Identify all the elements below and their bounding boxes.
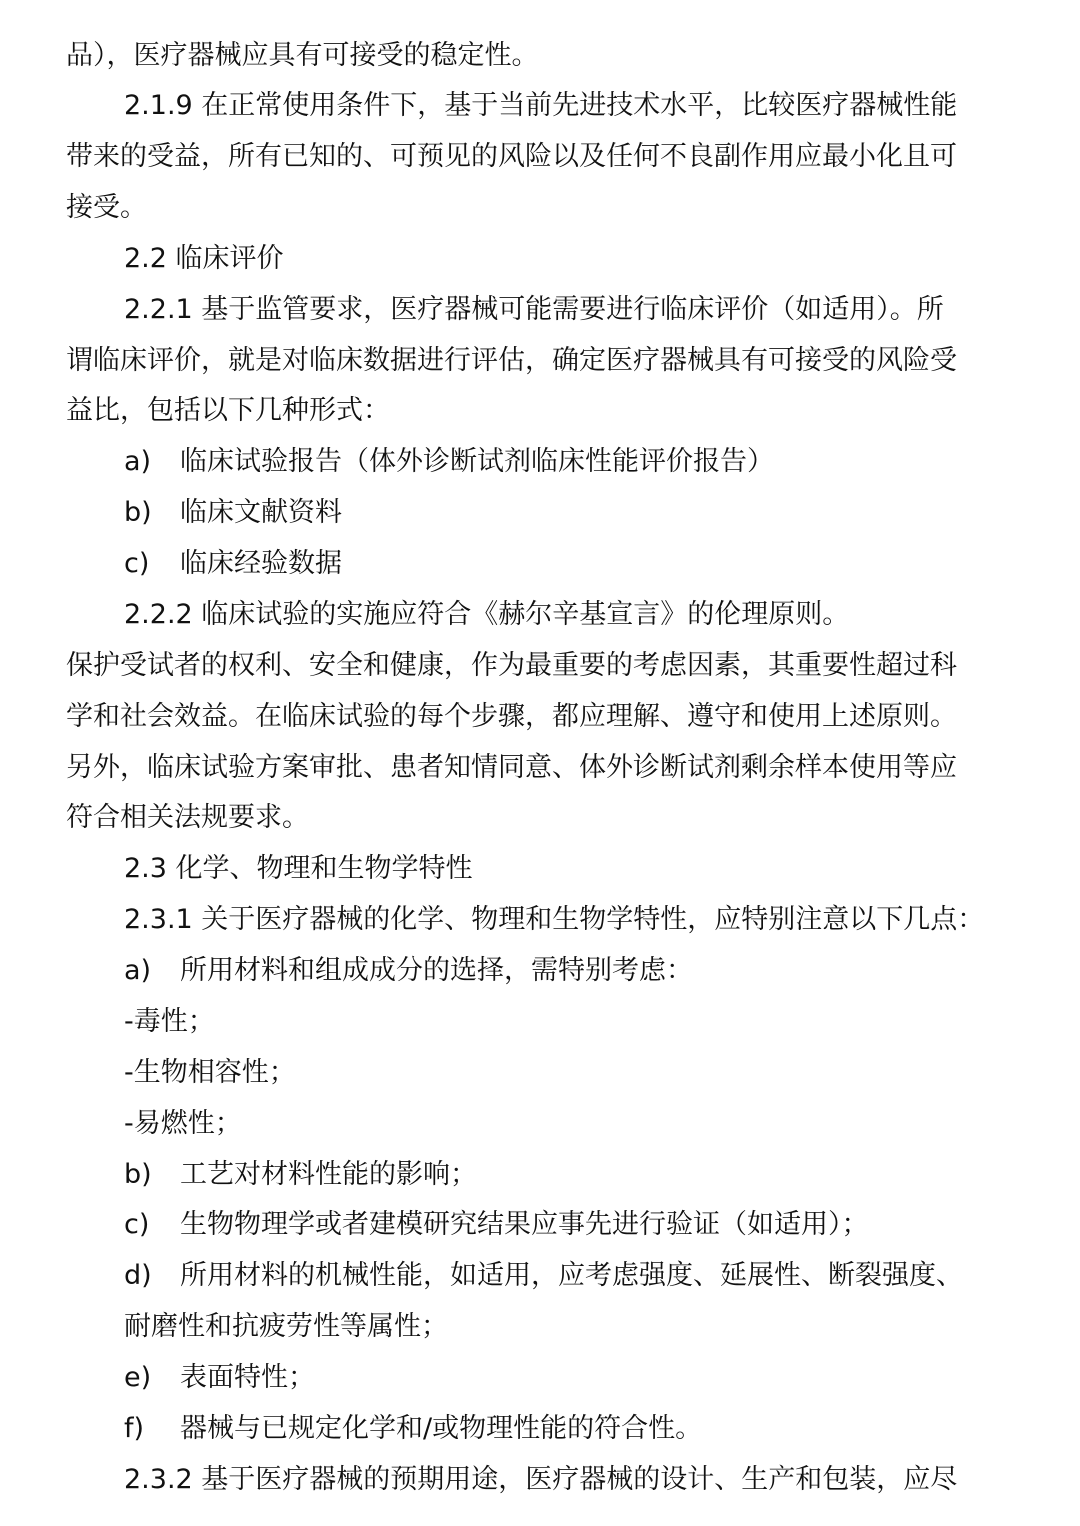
paragraph-line: 保护受试者的权利、安全和健康，作为最重要的考虑因素，其重要性超过科 bbox=[66, 650, 957, 681]
paragraph-line: 另外，临床试验方案审批、患者知情同意、体外诊断试剂剩余样本使用等应 bbox=[66, 752, 957, 783]
list-item-text: 所用材料的机械性能，如适用，应考虑强度、延展性、断裂强度、 bbox=[180, 1260, 963, 1291]
paragraph-line: 品），医疗器械应具有可接受的稳定性。 bbox=[66, 40, 539, 71]
list-item-text: 临床文献资料 bbox=[180, 497, 342, 528]
list-item bbox=[0, 493, 1080, 533]
list-item-label: a) bbox=[124, 955, 152, 986]
paragraph-line: 带来的受益，所有已知的、可预见的风险以及任何不良副作用应最小化且可 bbox=[66, 141, 957, 172]
section-heading-2-2: 2.2 临床评价 bbox=[124, 243, 284, 274]
list-item-continuation: 耐磨性和抗疲劳性等属性； bbox=[124, 1311, 448, 1342]
list-item-text: 工艺对材料性能的影响； bbox=[180, 1159, 477, 1190]
paragraph-line: 益比，包括以下几种形式： bbox=[66, 395, 390, 426]
list-item bbox=[0, 1256, 1080, 1296]
list-item-label: b) bbox=[124, 1159, 152, 1190]
list-item-label: f) bbox=[124, 1413, 145, 1444]
section-2-3-1-line: 2.3.1 关于医疗器械的化学、物理和生物学特性，应特别注意以下几点： bbox=[124, 904, 985, 935]
list-item-label: c) bbox=[124, 1209, 150, 1240]
list-item-label: e) bbox=[124, 1362, 152, 1393]
section-2-2-1-line: 2.2.1 基于监管要求，医疗器械可能需要进行临床评价（如适用）。所 bbox=[124, 294, 944, 325]
list-item bbox=[0, 1358, 1080, 1398]
list-item bbox=[0, 544, 1080, 584]
paragraph-line: 符合相关法规要求。 bbox=[66, 802, 309, 833]
sub-bullet: -毒性； bbox=[124, 1006, 215, 1037]
section-2-1-9-line: 2.1.9 在正常使用条件下，基于当前先进技术水平，比较医疗器械性能 bbox=[124, 90, 958, 121]
list-item-label: b) bbox=[124, 497, 152, 528]
section-2-2-2-line: 2.2.2 临床试验的实施应符合《赫尔辛基宣言》的伦理原则。 bbox=[124, 599, 850, 630]
list-item bbox=[0, 442, 1080, 482]
sub-bullet: -易燃性； bbox=[124, 1108, 242, 1139]
paragraph-line: 学和社会效益。在临床试验的每个步骤，都应理解、遵守和使用上述原则。 bbox=[66, 701, 957, 732]
list-item-label: a) bbox=[124, 446, 152, 477]
list-item bbox=[0, 1155, 1080, 1195]
paragraph-line: 谓临床评价，就是对临床数据进行评估，确定医疗器械具有可接受的风险受 bbox=[66, 345, 957, 376]
list-item-text: 所用材料和组成成分的选择，需特别考虑： bbox=[180, 955, 693, 986]
sub-bullet: -生物相容性； bbox=[124, 1057, 296, 1088]
list-item-text: 临床试验报告（体外诊断试剂临床性能评价报告） bbox=[180, 446, 774, 477]
list-item-text: 临床经验数据 bbox=[180, 548, 342, 579]
paragraph-line: 接受。 bbox=[66, 192, 147, 223]
list-item-text: 生物物理学或者建模研究结果应事先进行验证（如适用）； bbox=[180, 1209, 869, 1240]
list-item-text: 器械与已规定化学和/或物理性能的符合性。 bbox=[180, 1413, 703, 1444]
list-item-label: d) bbox=[124, 1260, 152, 1291]
list-item bbox=[0, 1205, 1080, 1245]
section-heading-2-3: 2.3 化学、物理和生物学特性 bbox=[124, 853, 473, 884]
list-item-text: 表面特性； bbox=[180, 1362, 315, 1393]
list-item bbox=[0, 1409, 1080, 1449]
list-item bbox=[0, 951, 1080, 991]
list-item-label: c) bbox=[124, 548, 150, 579]
section-2-3-2-line: 2.3.2 基于医疗器械的预期用途，医疗器械的设计、生产和包装，应尽 bbox=[124, 1464, 958, 1495]
